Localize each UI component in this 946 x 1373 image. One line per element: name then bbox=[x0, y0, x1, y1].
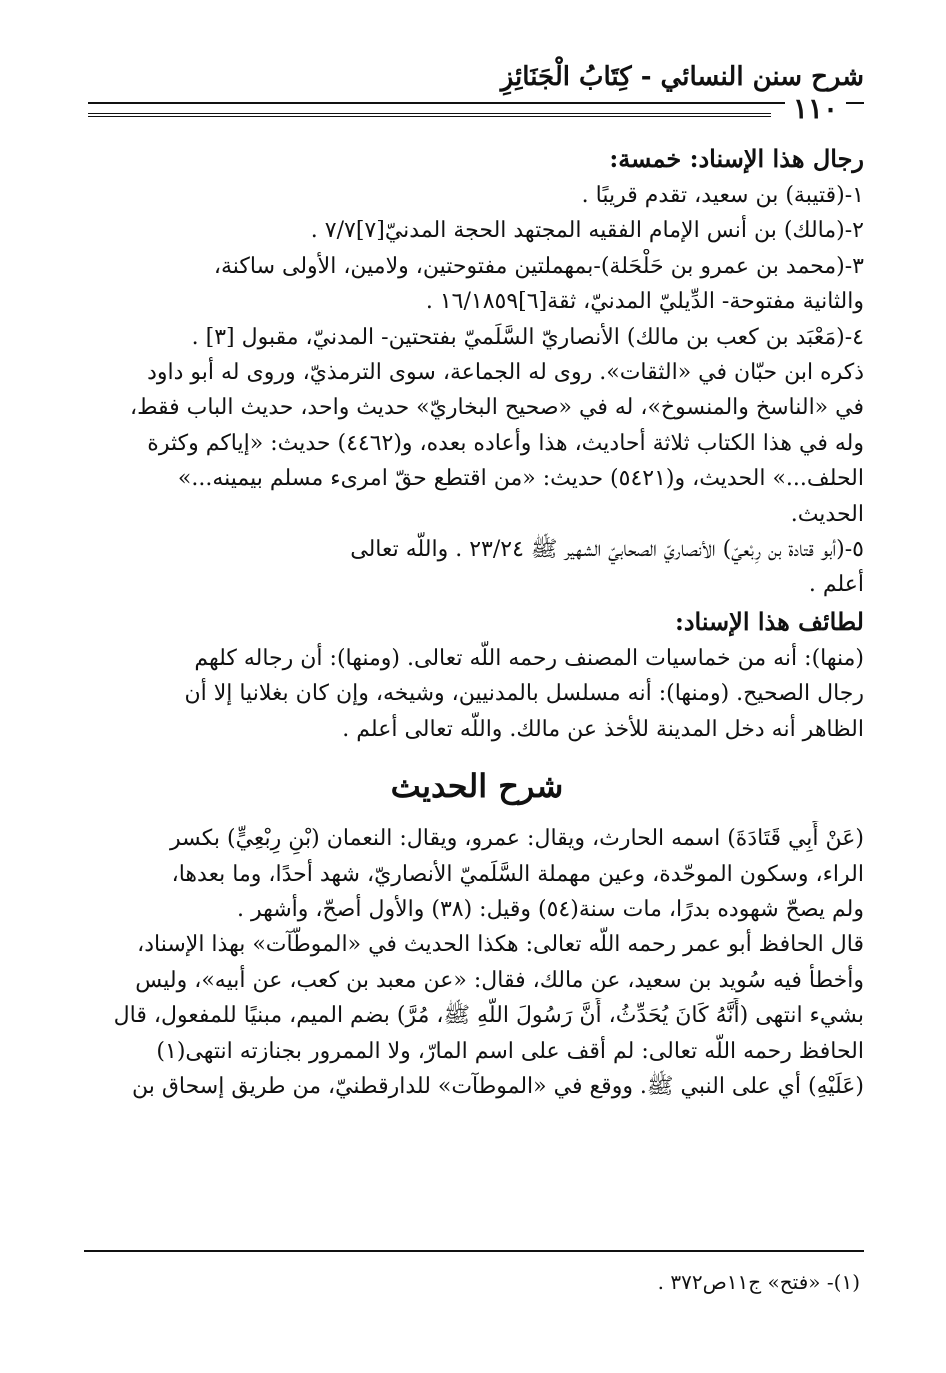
commentary-line: الحافظ رحمه اللَّه تعالى: لم أقف على اسم المارّ، ولا الممرور بجنازته انتهى(١) bbox=[156, 1038, 864, 1064]
subtleties-line: (منها): أنه من خماسيات المصنف رحمه اللَّه تعالى. (ومنها): أن رجاله كلهم bbox=[194, 645, 864, 671]
subtleties-line: الظاهر أنه دخل المدينة للأخذ عن مالك. واللَّه تعالى أعلم . bbox=[342, 716, 864, 742]
running-title: شرح سنن النسائي - كِتَابُ الْجَنَائِزِ bbox=[500, 62, 864, 92]
narrator-line: ١-(قتيبة) بن سعيد، تقدم قريبًا . bbox=[581, 183, 864, 208]
narrator-line: ٢-(مالك) بن أنس الإمام الفقيه المجتهد الحجة المدنيّ[٧]٧/٧ . bbox=[310, 218, 864, 244]
commentary-line: ولم يصحّ شهوده بدرًا، مات سنة(٥٤) وقيل: (٣٨) والأول أصحّ، وأشهر . bbox=[236, 896, 864, 922]
narrator-line: ٥-(أبو قتادة بن رِبْعيّ) الأنصاريّ الصحابيّ الشهير ﷺ ٢٣/٢٤ . واللَّه تعالى bbox=[350, 537, 864, 563]
subtleties-line: رجال الصحيح. (ومنها): أنه مسلسل بالمدنيين، وشيخه، وإن كان بغلانيا إلا أن bbox=[184, 681, 864, 707]
subtleties-heading: لطائف هذا الإسناد: bbox=[674, 606, 864, 636]
narrator-line: ٣-(محمد بن عمرو بن حَلْحَلة)-بمهملتين مفتوحتين، ولامين، الأولى ساكنة، bbox=[213, 253, 864, 279]
footnote-rule bbox=[84, 1250, 864, 1252]
commentary-line: (عَنْ أَبِي قَتَادَةَ) اسمه الحارث، ويقال: عمرو، ويقال: النعمان (بْنِ رِبْعِيٍّ) بكسر bbox=[169, 826, 864, 852]
page-number: ١١٠ bbox=[785, 92, 846, 125]
narrator-line: أعلم . bbox=[808, 572, 864, 598]
commentary-line: قال الحافظ أبو عمر رحمه اللَّه تعالى: هكذا الحديث في «الموطّآت» بهذا الإسناد، bbox=[137, 932, 864, 958]
narrator-line: ٤-(مَعْبَد بن كعب بن مالك) الأنصاريّ السَّلَميّ بفتحتين- المدنيّ، مقبول [٣] . bbox=[191, 324, 864, 350]
commentary-line: بشيء انتهى (أَنَّهُ كَانَ يُحَدِّثُ، أَنَّ رَسُولَ اللَّهِ ﷺ، مُرَّ) بضم الميم، مبنيًا للمفعول، قال bbox=[113, 1003, 864, 1029]
narrator-line: الحلف...» الحديث، و(٥٤٢١) حديث: «من اقتطع حقّ امرىء مسلم بيمينه...» bbox=[177, 466, 864, 492]
commentary-heading: شرح الحديث bbox=[390, 767, 564, 806]
narrator-line: الحديث. bbox=[790, 501, 864, 527]
footnote: (١)- «فتح» ج١١ص٣٧٢ . bbox=[657, 1270, 860, 1294]
commentary-line: وأخطأ فيه سُويد بن سعيد، عن مالك، فقال: «عن معبد بن كعب، عن أبيه»، وليس bbox=[135, 967, 864, 993]
page-header bbox=[88, 62, 864, 98]
narrators-list bbox=[90, 178, 864, 603]
commentary-paragraph bbox=[90, 821, 864, 1104]
main-text bbox=[90, 140, 864, 1104]
narrator-line: في «الناسخ والمنسوخ»، له في «صحيح البخاريّ» حديث واحد، حديث الباب فقط، bbox=[129, 395, 864, 421]
narrators-heading: رجال هذا الإسناد: خمسة: bbox=[609, 144, 864, 173]
commentary-line: (عَلَيْهِ) أي على النبي ﷺ. ووقع في «الموطآت» للدارقطنيّ، من طريق إسحاق بن bbox=[131, 1073, 864, 1099]
narrator-line: ذكره ابن حبّان في «الثقات». روى له الجماعة، سوى الترمذيّ، وروى له أبو داود bbox=[147, 360, 864, 386]
header-rule bbox=[88, 102, 864, 104]
narrator-line: وله في هذا الكتاب ثلاثة أحاديث، هذا وأعاده بعده، و(٤٤٦٢) حديث: «إياكم وكثرة bbox=[147, 430, 864, 456]
subtleties-paragraph bbox=[90, 641, 864, 747]
commentary-line: الراء، وسكون الموحّدة، وعين مهملة السَّلَميّ الأنصاريّ، شهد أحدًا، وما بعدها، bbox=[171, 861, 864, 887]
narrator-line: والثانية مفتوحة- الدِّيليّ المدنيّ، ثقة[٦]١٦/١٨٥٩ . bbox=[425, 289, 864, 315]
header-double-rule bbox=[88, 113, 771, 117]
